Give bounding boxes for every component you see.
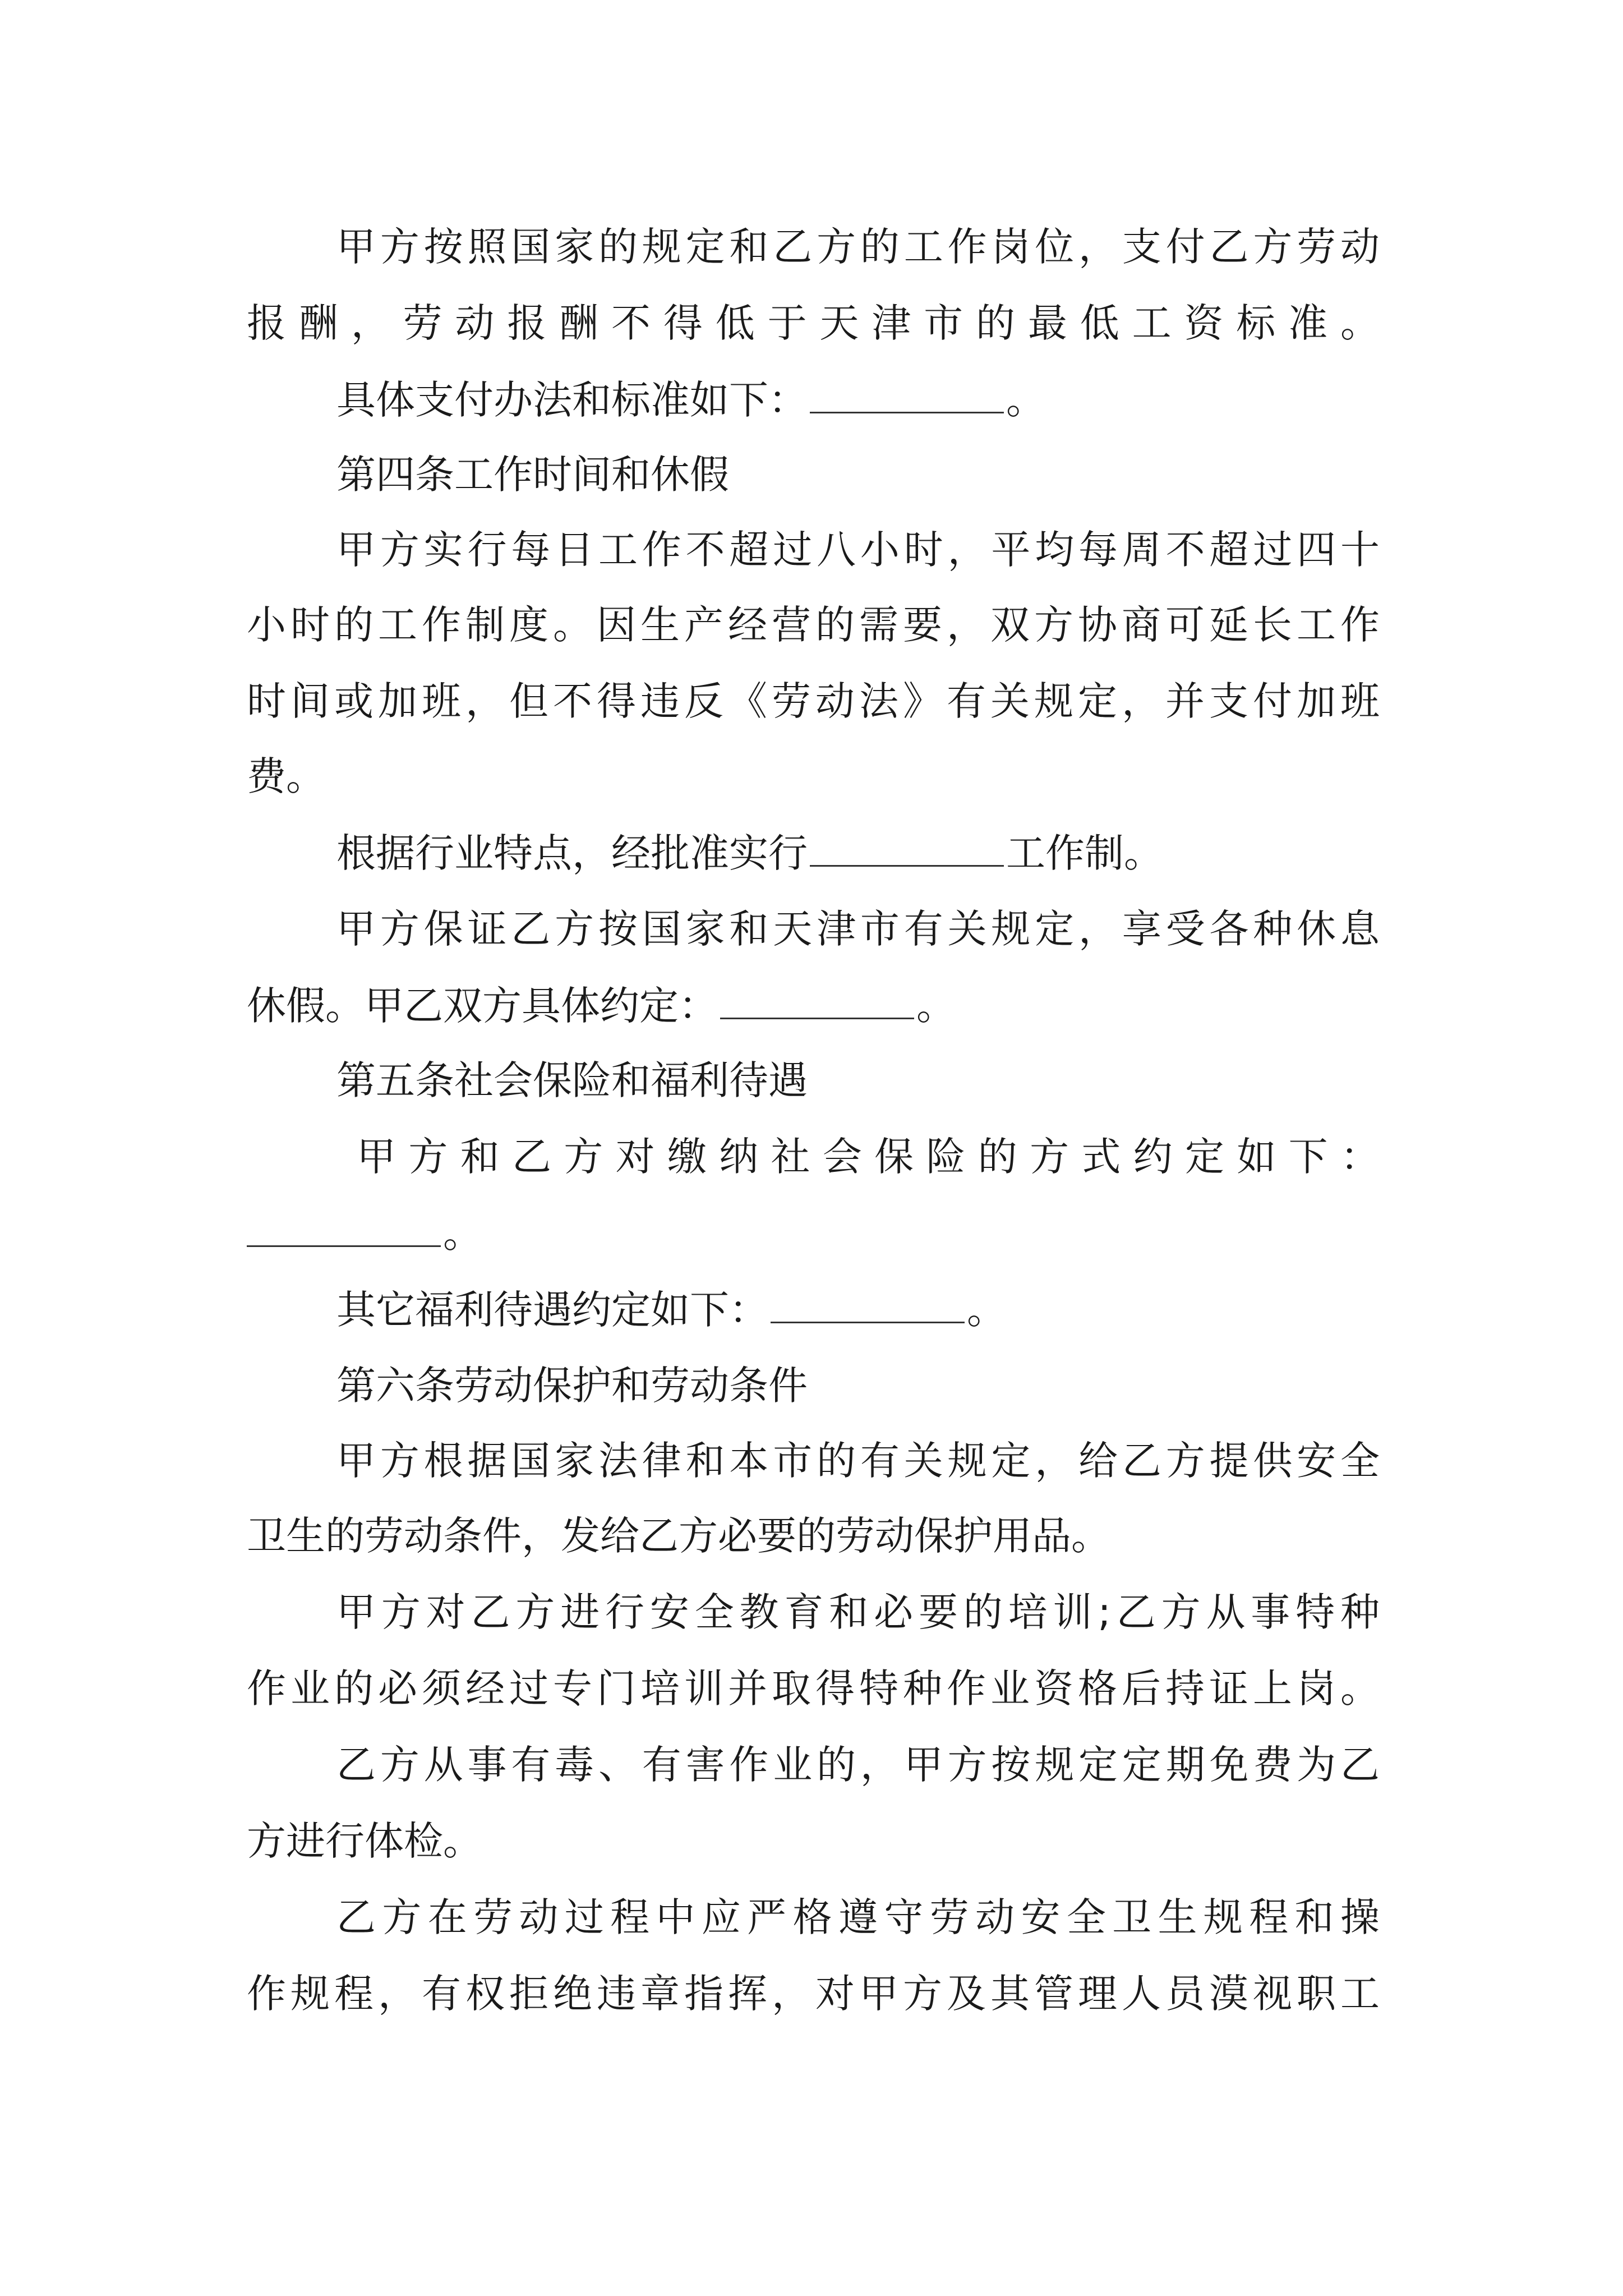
paragraph-line: 乙方在劳动过程中应严格遵守劳动安全卫生规程和操 xyxy=(336,1894,1380,1940)
text-run: 。 xyxy=(1006,377,1045,423)
section-heading-6: 第六条劳动保护和劳动条件 xyxy=(336,1363,808,1409)
text-run: 具体支付办法和标准如下： xyxy=(336,377,808,423)
fill-blank xyxy=(771,1282,965,1323)
paragraph-line: 小时的工作制度。因生产经营的需要，双方协商可延长工作 xyxy=(247,602,1380,648)
text-run: 其它福利待遇约定如下： xyxy=(336,1287,768,1333)
paragraph-line: 乙方从事有毒、有害作业的，甲方按规定定期免费为乙 xyxy=(336,1742,1380,1788)
paragraph-line: 甲方对乙方进行安全教育和必要的培训;乙方从事特种 xyxy=(336,1589,1380,1635)
paragraph-line: 甲方保证乙方按国家和天津市有关规定，享受各种休息 xyxy=(336,906,1380,952)
paragraph-line: 方进行体检。 xyxy=(247,1818,482,1864)
fill-blank xyxy=(247,1206,441,1247)
fill-blank xyxy=(720,978,914,1019)
paragraph-line: 费。 xyxy=(247,753,325,799)
text-run: 根据行业特点，经批准实行 xyxy=(336,830,808,876)
paragraph-line: 甲方按照国家的规定和乙方的工作岗位，支付乙方劳动 xyxy=(336,224,1380,270)
section-heading-4: 第四条工作时间和休假 xyxy=(336,452,729,498)
paragraph-line: 甲方和乙方对缴纳社会保险的方式约定如下： xyxy=(357,1134,1380,1180)
paragraph-line: 卫生的劳动条件，发给乙方必要的劳动保护用品。 xyxy=(247,1513,1110,1559)
fill-blank xyxy=(810,826,1004,867)
paragraph-line xyxy=(336,826,1163,880)
text-run: 。 xyxy=(967,1287,1006,1333)
paragraph-line: 报酬，劳动报酬不得低于天津市的最低工资标准。 xyxy=(247,300,1380,346)
text-run: 休假。甲乙双方具体约定： xyxy=(247,983,718,1029)
paragraph-line xyxy=(247,978,956,1033)
fill-blank xyxy=(810,372,1004,413)
paragraph-line: 作业的必须经过专门培训并取得特种作业资格后持证上岗。 xyxy=(247,1665,1380,1711)
text-run: 。 xyxy=(916,983,956,1029)
paragraph-line: 时间或加班，但不得违反《劳动法》有关规定，并支付加班 xyxy=(247,678,1380,724)
paragraph-line xyxy=(336,1282,1006,1337)
text-run: 工作制。 xyxy=(1006,830,1163,876)
text-run: 。 xyxy=(443,1211,482,1257)
paragraph-line xyxy=(336,372,1045,427)
paragraph-line: 甲方实行每日工作不超过八小时，平均每周不超过四十 xyxy=(336,527,1380,573)
paragraph-line xyxy=(247,1206,482,1260)
paragraph-line: 甲方根据国家法律和本市的有关规定，给乙方提供安全 xyxy=(336,1438,1380,1484)
section-heading-5: 第五条社会保险和福利待遇 xyxy=(336,1057,808,1103)
paragraph-line: 作规程，有权拒绝违章指挥，对甲方及其管理人员漠视职工 xyxy=(247,1971,1380,2017)
